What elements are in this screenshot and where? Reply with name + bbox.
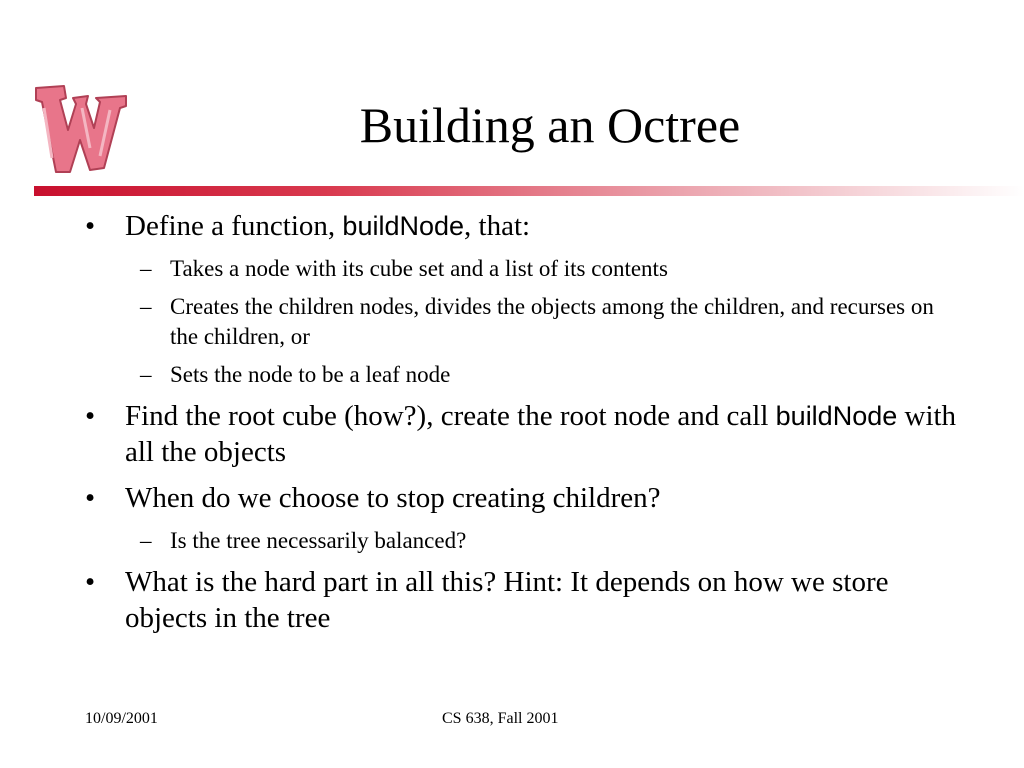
footer-date: 10/09/2001 xyxy=(85,710,158,727)
slide-title: Building an Octree xyxy=(359,97,741,153)
sub-bullet-item: – Is the tree necessarily balanced? xyxy=(170,526,954,556)
sub-bullet-item: – Takes a node with its cube set and a list of its contents xyxy=(170,254,954,284)
dash-icon: – xyxy=(140,528,152,553)
bullet-icon: • xyxy=(85,400,96,432)
dash-icon: – xyxy=(140,362,152,387)
slide-body xyxy=(0,208,1024,646)
footer-course: CS 638, Fall 2001 xyxy=(442,710,559,727)
sub-bullet-item: – Creates the children nodes, divides the objects among the children, and recurses on the children, or xyxy=(140,294,934,349)
code-term: buildNode xyxy=(775,401,898,431)
bullet-icon: • xyxy=(85,566,96,598)
dash-icon: – xyxy=(140,294,152,319)
bullet-item: • Define a function, buildNode, that: xyxy=(85,210,531,242)
sub-bullet-item: – Sets the node to be a leaf node xyxy=(170,360,954,390)
bullet-icon: • xyxy=(85,482,96,514)
bullet-item: • Find the root cube (how?), create the root node and call buildNode with all the objects xyxy=(85,400,957,468)
bullet-item: • When do we choose to stop creating children? xyxy=(85,482,661,514)
title-divider xyxy=(34,186,1024,196)
bullet-icon: • xyxy=(85,210,96,242)
wisconsin-w-logo-icon xyxy=(30,78,130,178)
bullet-item: • What is the hard part in all this? Hint: It depends on how we store objects in the tree xyxy=(85,566,889,634)
dash-icon: – xyxy=(140,256,152,281)
code-term: buildNode xyxy=(342,211,465,241)
